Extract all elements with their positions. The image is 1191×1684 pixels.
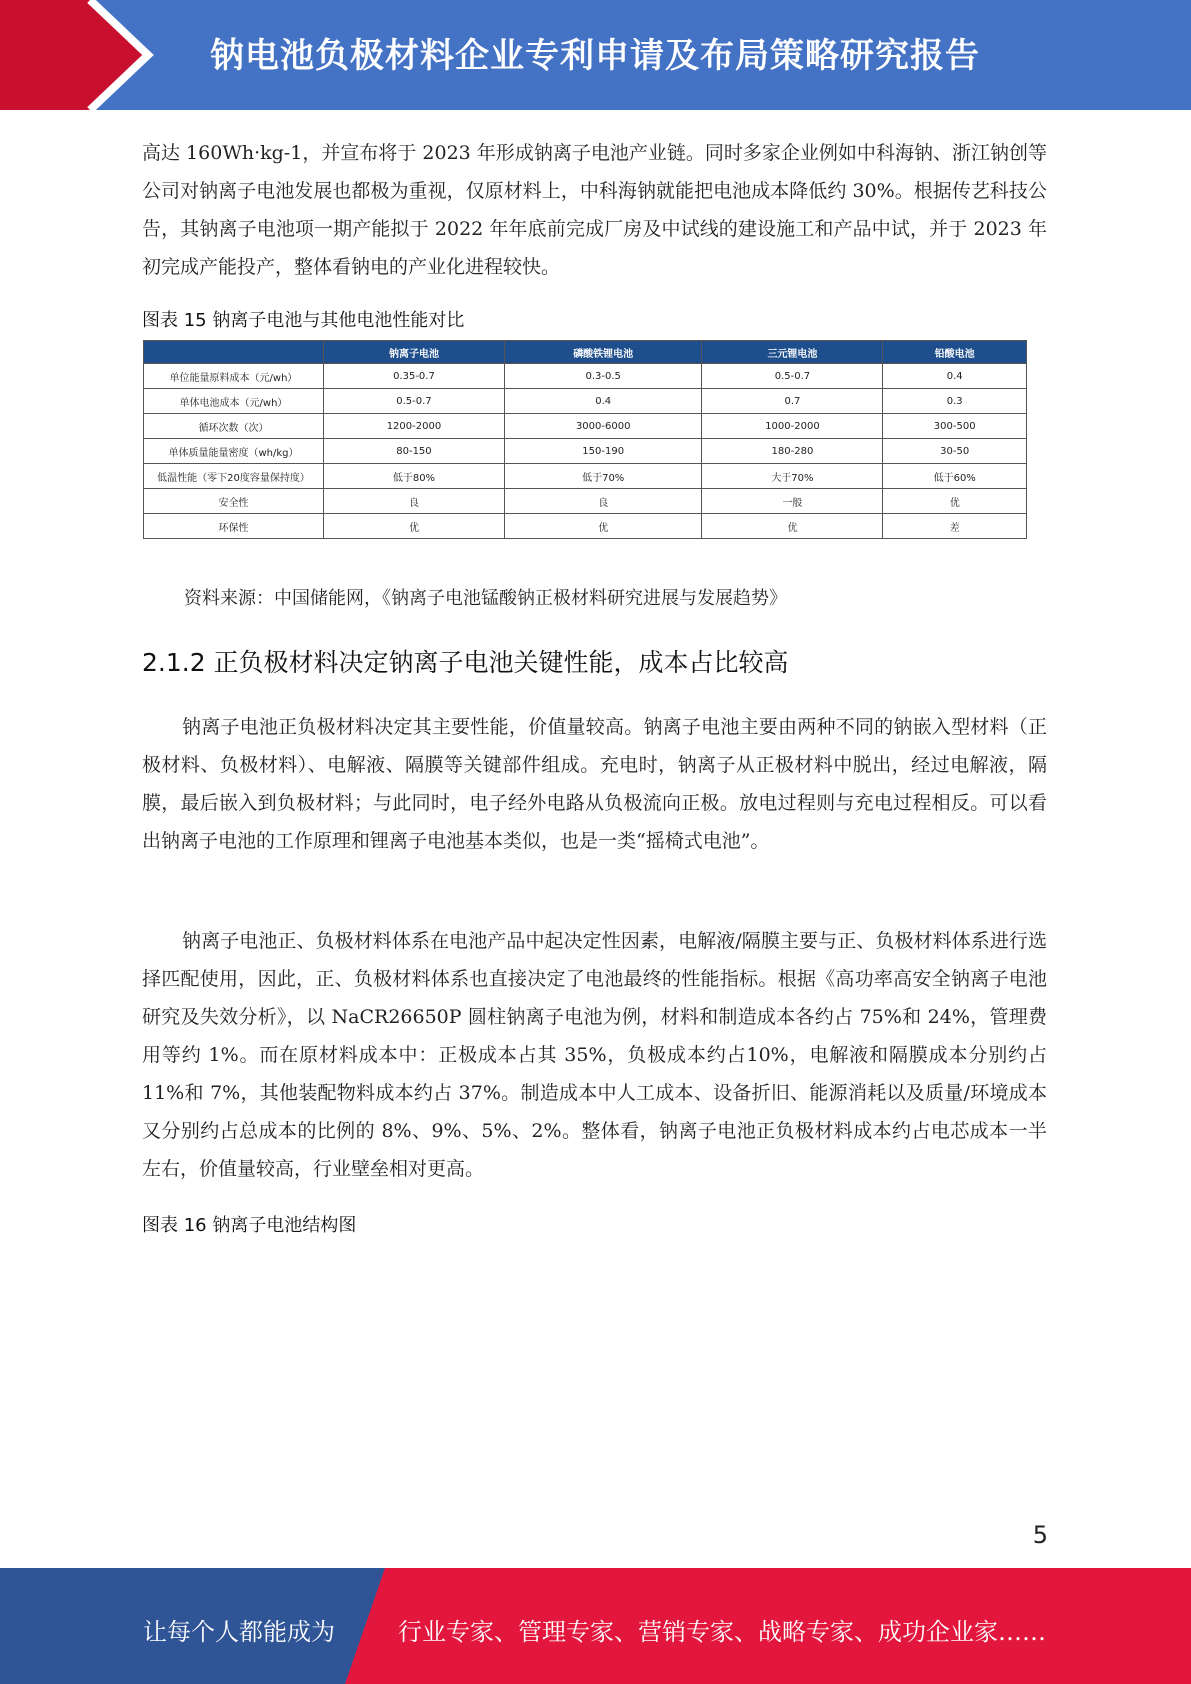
table-row bbox=[144, 364, 1027, 389]
table-row-header: 安全性 bbox=[144, 489, 324, 514]
page-header bbox=[0, 0, 1191, 110]
figure-16-caption: 图表 16 钠离子电池结构图 bbox=[142, 1215, 357, 1236]
table-row bbox=[144, 464, 1027, 489]
table-cell: 300-500 bbox=[883, 414, 1027, 439]
table-cell: 0.5-0.7 bbox=[702, 364, 883, 389]
paragraph-3: 钠离子电池正、负极材料体系在电池产品中起决定性因素，电解液/隔膜主要与正、负极材料体系进行选择匹配使用，因此，正、负极材料体系也直接决定了电池最终的性能指标。根据《高功率高安全钠离子电池研究及失效分析》，以 NaCR26650P 圆柱钠离子电池为例，材料和制造成本各约占 75%和 24%，管理费用等约 1%。而在原材料成本中：正极成本占其 35%，负极成本约占10%，电解液和隔膜成本分别约占 11%和 7%，其他装配物料成本约占 37%。制造成本中人工成本、设备折旧、能源消耗以及质量/环境成本又分别约占总成本的比例的 8%、9%、5%、2%。整体看，钠离子电池正负极材料成本约占电芯成本一半左右，价值量较高，行业壁垒相对更高。 bbox=[142, 930, 1047, 1180]
table-cell: 150-190 bbox=[504, 439, 702, 464]
table-cell: 0.4 bbox=[504, 389, 702, 414]
header-red-chevron bbox=[0, 0, 148, 110]
table-cell: 0.4 bbox=[883, 364, 1027, 389]
table-row bbox=[144, 489, 1027, 514]
paragraph-2: 钠离子电池正负极材料决定其主要性能，价值量较高。钠离子电池主要由两种不同的钠嵌入型材料（正极材料、负极材料）、电解液、隔膜等关键部件组成。充电时，钠离子从正极材料中脱出，经过电解液，隔膜，最后嵌入到负极材料；与此同时，电子经外电路从负极流向正极。放电过程则与充电过程相反。可以看出钠离子电池的工作原理和锂离子电池基本类似，也是一类“摇椅式电池”。 bbox=[142, 716, 1047, 852]
page-footer bbox=[0, 1568, 1191, 1684]
table-cell: 0.5-0.7 bbox=[324, 389, 505, 414]
table-cell: 0.35-0.7 bbox=[324, 364, 505, 389]
table-cell: 低于60% bbox=[883, 464, 1027, 489]
table-header-cell: 磷酸铁锂电池 bbox=[504, 341, 702, 364]
table-cell: 优 bbox=[883, 489, 1027, 514]
table-cell: 低于80% bbox=[324, 464, 505, 489]
table-cell: 大于70% bbox=[702, 464, 883, 489]
table-cell: 优 bbox=[504, 514, 702, 539]
table-row bbox=[144, 414, 1027, 439]
table-row bbox=[144, 514, 1027, 539]
table-cell: 良 bbox=[324, 489, 505, 514]
table-row bbox=[144, 439, 1027, 464]
table-header-cell: 铅酸电池 bbox=[883, 341, 1027, 364]
table-cell: 180-280 bbox=[702, 439, 883, 464]
table-cell: 差 bbox=[883, 514, 1027, 539]
table-cell: 0.3-0.5 bbox=[504, 364, 702, 389]
section-heading: 2.1.2 正负极材料决定钠离子电池关键性能，成本占比较高 bbox=[142, 648, 789, 677]
table-header-row bbox=[144, 341, 1027, 364]
table-cell: 低于70% bbox=[504, 464, 702, 489]
figure-15-caption: 图表 15 钠离子电池与其他电池性能对比 bbox=[142, 310, 465, 331]
table-row-header: 低温性能（零下20度容量保持度） bbox=[144, 464, 324, 489]
footer-slogan-right: 行业专家、管理专家、营销专家、战略专家、成功企业家…… bbox=[398, 1618, 1046, 1646]
table-row-header: 循环次数（次） bbox=[144, 414, 324, 439]
table-cell: 良 bbox=[504, 489, 702, 514]
table-row-header: 单位能量原料成本（元/wh） bbox=[144, 364, 324, 389]
table-cell: 30-50 bbox=[883, 439, 1027, 464]
table-cell: 1200-2000 bbox=[324, 414, 505, 439]
table-cell: 80-150 bbox=[324, 439, 505, 464]
footer-slogan-left: 让每个人都能成为 bbox=[143, 1618, 335, 1646]
table-cell: 0.7 bbox=[702, 389, 883, 414]
table-cell: 优 bbox=[702, 514, 883, 539]
table-row-header: 环保性 bbox=[144, 514, 324, 539]
table-row-header: 单体电池成本（元/wh） bbox=[144, 389, 324, 414]
paragraph-1: 高达 160Wh·kg-1，并宣布将于 2023 年形成钠离子电池产业链。同时多家企业例如中科海钠、浙江钠创等公司对钠离子电池发展也都极为重视，仅原材料上，中科海钠就能把电池成本降低约 30%。根据传艺科技公告，其钠离子电池项一期产能拟于 2022 年年底前完成厂房及中试线的建设施工和产品中试，并于 2023 年初完成产能投产，整体看钠电的产业化进程较快。 bbox=[142, 142, 1047, 278]
table-cell: 优 bbox=[324, 514, 505, 539]
table-header-cell: 三元锂电池 bbox=[702, 341, 883, 364]
table-cell: 1000-2000 bbox=[702, 414, 883, 439]
table-row bbox=[144, 389, 1027, 414]
table-cell: 一般 bbox=[702, 489, 883, 514]
figure-15-source: 资料来源：中国储能网，《钠离子电池锰酸钠正极材料研究进展与发展趋势》 bbox=[184, 588, 787, 609]
table-header-cell bbox=[144, 341, 324, 364]
table-cell: 3000-6000 bbox=[504, 414, 702, 439]
page-number: 5 bbox=[1032, 1521, 1048, 1549]
table-header-cell: 钠离子电池 bbox=[324, 341, 505, 364]
page-title: 钠电池负极材料企业专利申请及布局策略研究报告 bbox=[210, 36, 980, 76]
table-row-header: 单体质量能量密度（wh/kg） bbox=[144, 439, 324, 464]
table-cell: 0.3 bbox=[883, 389, 1027, 414]
battery-comparison-table bbox=[143, 340, 1027, 539]
